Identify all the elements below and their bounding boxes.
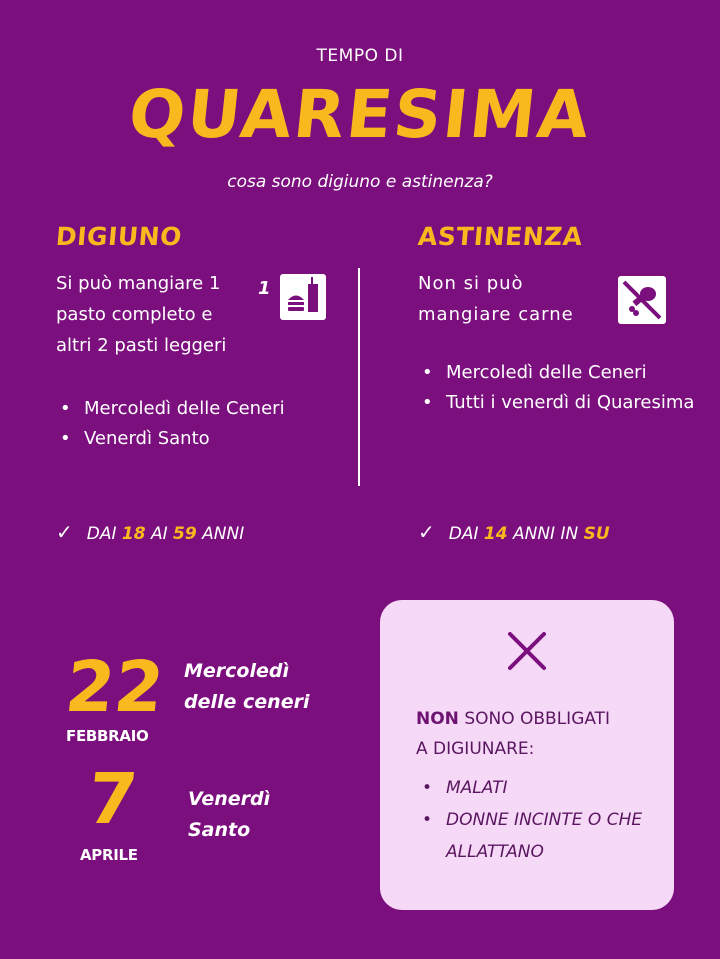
page-title: QUARESIMA	[125, 76, 595, 153]
digiuno-line: pasto completo e	[56, 304, 213, 325]
list-item: • MALATI	[446, 772, 666, 804]
digiuno-line: Si può mangiare 1	[56, 273, 221, 294]
list-item: • Mercoledì delle Ceneri	[446, 358, 706, 388]
date-day: 22	[61, 646, 168, 728]
meal-count: 1	[258, 278, 271, 299]
meal-icon	[258, 272, 330, 324]
exemptions-list	[418, 772, 666, 868]
astinenza-age-range: ✓ DAI 14 ANNI IN SU	[418, 520, 610, 544]
date-event: Mercoledì delle ceneri	[184, 660, 310, 713]
astinenza-list	[418, 358, 706, 418]
page-subtitle: cosa sono digiuno e astinenza?	[227, 172, 493, 192]
column-divider	[358, 268, 360, 486]
digiuno-description	[56, 268, 226, 361]
close-icon	[506, 630, 548, 672]
list-item: • Venerdì Santo	[84, 424, 324, 454]
no-meat-icon	[618, 276, 666, 324]
date-month: APRILE	[80, 846, 138, 864]
list-item: • Tutti i venerdì di Quaresima	[446, 388, 706, 418]
date-day: 7	[83, 758, 142, 840]
header-kicker: TEMPO DI	[316, 46, 404, 66]
astinenza-line: mangiare carne	[418, 304, 574, 325]
check-icon: ✓	[56, 520, 73, 544]
check-icon: ✓	[418, 520, 435, 544]
list-item: • DONNE INCINTE O CHE ALLATTANO	[446, 804, 666, 868]
exemptions-title: NON SONO OBBLIGATI A DIGIUNARE:	[416, 709, 611, 759]
digiuno-line: altri 2 pasti leggeri	[56, 335, 227, 356]
date-event: Venerdì Santo	[188, 788, 271, 841]
digiuno-title: DIGIUNO	[54, 222, 184, 251]
date-month: FEBBRAIO	[66, 727, 149, 745]
astinenza-title: ASTINENZA	[416, 222, 584, 251]
list-item: • Mercoledì delle Ceneri	[84, 394, 324, 424]
astinenza-line: Non si può	[418, 273, 524, 294]
digiuno-age-range: ✓ DAI 18 AI 59 ANNI	[56, 520, 245, 544]
astinenza-description	[418, 268, 574, 330]
exemptions-card	[380, 600, 674, 910]
digiuno-list	[56, 394, 324, 454]
